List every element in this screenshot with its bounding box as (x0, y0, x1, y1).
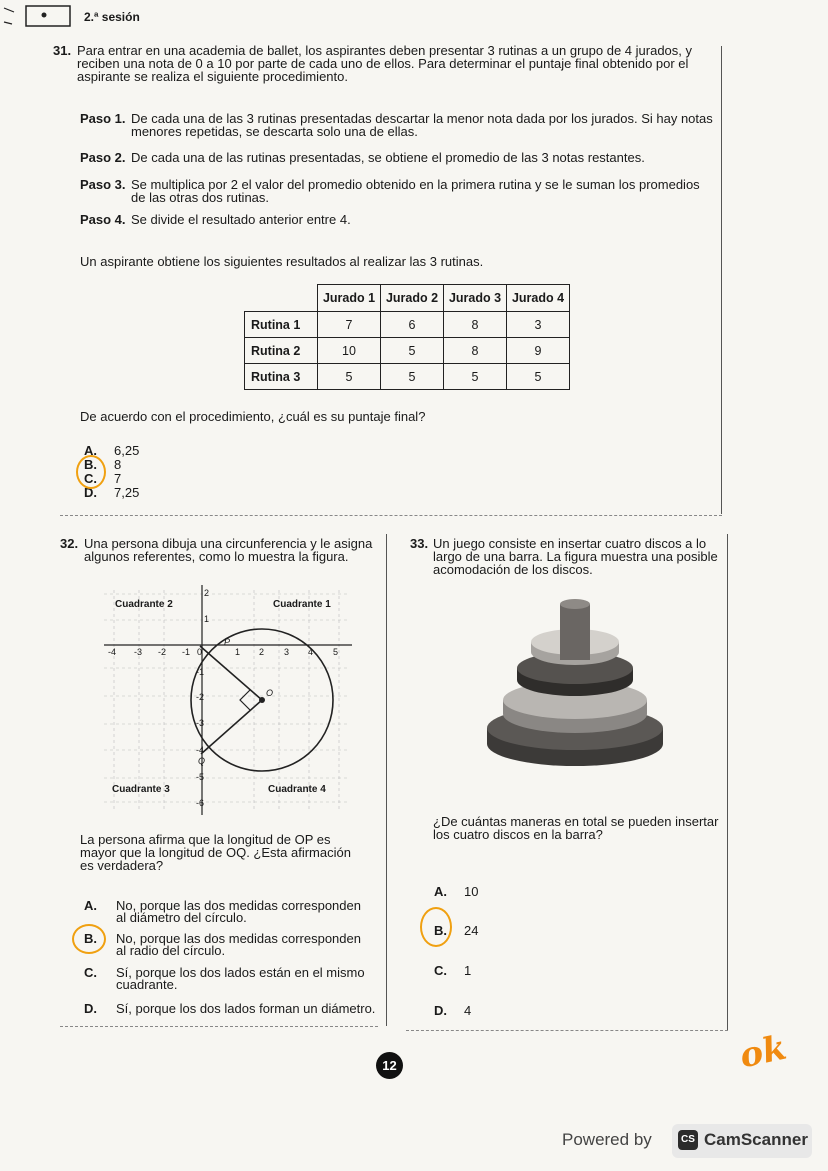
table-cell: 8 (444, 338, 507, 364)
table-cell: 3 (507, 312, 570, 338)
step2-line1: De cada una de las rutinas presentadas, se obtiene el promedio de las 3 notas restantes. (131, 150, 645, 165)
quadrant-4-label: Cuadrante 4 (268, 784, 326, 795)
step4-label: Paso 4. (80, 212, 126, 227)
q31-intro-line1: Para entrar en una academia de ballet, los aspirantes deben presentar 3 rutinas a un grupo de 4 jurados, y (77, 43, 693, 58)
table-header-row (245, 285, 570, 312)
option-text: 7 (114, 471, 122, 486)
x-tick: -3 (134, 647, 143, 657)
q32-option-b-line1: No, porque las dos medidas corresponden (116, 931, 361, 946)
step4-line1: Se divide el resultado anterior entre 4. (131, 212, 351, 227)
step1-line1: De cada una de las 3 rutinas presentadas descartar la menor nota dada por los jurados. Si hay notas (131, 111, 713, 126)
option-letter: D. (84, 485, 97, 500)
session-label: 2.ª sesión (84, 10, 140, 24)
q31-intro-line3: aspirante se realiza el siguiente procedimiento. (77, 69, 348, 84)
q31-question: De acuerdo con el procedimiento, ¿cuál es su puntaje final? (80, 409, 426, 424)
table-cell: 5 (318, 364, 381, 390)
section-separator (60, 515, 722, 516)
q31-intro-line2: reciben una nota de 0 a 10 por parte de cada uno de ellos. Para determinar el puntaje final obtenido por el (77, 56, 689, 71)
q32-option-a-line1: No, porque las dos medidas corresponden (116, 898, 361, 913)
q32-option-a-line2: al diámetro del círculo. (116, 910, 247, 925)
y-tick: -3 (196, 718, 205, 728)
q32-option-c-letter[interactable]: C. (84, 965, 97, 980)
table-cell: 5 (444, 364, 507, 390)
answer-mark-circle (72, 924, 106, 954)
quadrant-1-label: Cuadrante 1 (273, 599, 331, 610)
table-cell: 5 (507, 364, 570, 390)
table-corner-cell (245, 285, 318, 312)
q32-option-c-line1: Sí, porque los dos lados están en el mismo (116, 965, 365, 980)
table-header-jurado-3: Jurado 3 (444, 285, 507, 312)
step1-label: Paso 1. (80, 111, 126, 126)
disc-stack-figure (480, 596, 670, 776)
option-letter: B. (434, 923, 447, 938)
row-label: Rutina 1 (245, 312, 318, 338)
q32-option-d-letter[interactable]: D. (84, 1001, 97, 1016)
option-text: 6,25 (114, 443, 140, 458)
step2-label: Paso 2. (80, 150, 126, 165)
y-tick: 1 (204, 614, 210, 624)
q32-option-d-line1: Sí, porque los dos lados forman un diámetro. (116, 1001, 376, 1016)
q33-question-line1: ¿De cuántas maneras en total se pueden insertar (433, 814, 719, 829)
y-tick: -5 (196, 772, 205, 782)
q32-option-b-line2: al radio del círculo. (116, 943, 226, 958)
q33-bottom-rule (406, 1030, 728, 1031)
option-text: 7,25 (114, 485, 140, 500)
camscanner-logo-icon: CS (678, 1130, 698, 1150)
q32-question-line2: mayor que la longitud de OQ. ¿Esta afirmación (80, 845, 351, 860)
page-number-badge: 12 (376, 1052, 403, 1079)
q33-question-line2: los cuatro discos en la barra? (433, 827, 603, 842)
q33-number: 33. (410, 536, 429, 551)
point-o-label: O (266, 688, 274, 698)
x-tick: -4 (108, 647, 117, 657)
step1-line2: menores repetidas, se descarta solo una de ellas. (131, 124, 418, 139)
x-tick: 2 (259, 647, 265, 657)
q32-intro-line2: algunos referentes, como lo muestra la figura. (84, 549, 349, 564)
option-text: 10 (464, 884, 479, 899)
q32-option-c-line2: cuadrante. (116, 977, 178, 992)
y-tick: -4 (196, 745, 205, 755)
q32-bottom-rule (60, 1026, 378, 1027)
option-letter: C. (84, 471, 97, 486)
y-tick: 2 (204, 588, 210, 598)
x-tick: -2 (158, 647, 167, 657)
table-cell: 6 (381, 312, 444, 338)
x-tick: 0 (197, 647, 203, 657)
camscanner-brand: CamScanner (704, 1130, 808, 1149)
table-row (245, 364, 570, 390)
x-tick: 1 (235, 647, 241, 657)
q32-option-b-letter[interactable]: B. (84, 931, 97, 946)
table-cell: 7 (318, 312, 381, 338)
y-tick: -1 (196, 667, 205, 677)
q31-right-border (721, 46, 722, 514)
q33-intro-line2: largo de una barra. La figura muestra una posible (433, 549, 718, 564)
y-tick: -2 (196, 692, 205, 702)
table-cell: 8 (444, 312, 507, 338)
q33-option-c[interactable] (434, 964, 471, 977)
option-letter: C. (434, 963, 447, 978)
table-cell: 10 (318, 338, 381, 364)
q32-option-a-letter[interactable]: A. (84, 898, 97, 913)
q32-question-line1: La persona afirma que la longitud de OP es (80, 832, 331, 847)
option-letter: A. (434, 884, 447, 899)
table-cell: 5 (381, 364, 444, 390)
corner-scissors-graphic (0, 0, 80, 40)
q32-number: 32. (60, 536, 79, 551)
powered-by-text: Powered by (562, 1130, 652, 1149)
x-tick: 5 (333, 647, 339, 657)
q33-option-a[interactable] (434, 885, 478, 898)
option-text: 24 (464, 923, 479, 938)
quadrant-3-label: Cuadrante 3 (112, 784, 170, 795)
column-divider (386, 534, 387, 1026)
row-label: Rutina 3 (245, 364, 318, 390)
table-header-jurado-2: Jurado 2 (381, 285, 444, 312)
point-p-label: P (224, 637, 231, 647)
table-cell: 9 (507, 338, 570, 364)
q33-intro-line1: Un juego consiste en insertar cuatro discos a lo (433, 536, 707, 551)
q33-right-border (727, 534, 728, 1030)
option-letter: D. (434, 1003, 447, 1018)
step3-label: Paso 3. (80, 177, 126, 192)
handwritten-ok: ok (736, 1027, 790, 1077)
q32-intro-line1: Una persona dibuja una circunferencia y le asigna (84, 536, 373, 551)
table-cell: 5 (381, 338, 444, 364)
option-text: 1 (464, 963, 472, 978)
step3-line1: Se multiplica por 2 el valor del promedio obtenido en la primera rutina y se le suman los promedios (131, 177, 700, 192)
q33-intro-line3: acomodación de los discos. (433, 562, 593, 577)
option-letter: B. (84, 457, 97, 472)
x-tick: 3 (284, 647, 290, 657)
table-row (245, 338, 570, 364)
y-tick: -6 (196, 798, 205, 808)
q31-number: 31. (53, 43, 72, 58)
row-label: Rutina 2 (245, 338, 318, 364)
answer-mark-circle (420, 907, 452, 947)
table-header-jurado-1: Jurado 1 (318, 285, 381, 312)
option-letter: A. (84, 443, 97, 458)
option-text: 4 (464, 1003, 472, 1018)
option-text: 8 (114, 457, 122, 472)
q33-option-d[interactable] (434, 1004, 471, 1017)
x-tick: 4 (308, 647, 314, 657)
q32-question-line3: es verdadera? (80, 858, 164, 873)
table-row (245, 312, 570, 338)
step3-line2: de las otras dos rutinas. (131, 190, 270, 205)
point-q-label: Q (198, 756, 206, 766)
x-tick: -1 (182, 647, 191, 657)
table-intro: Un aspirante obtiene los siguientes resultados al realizar las 3 rutinas. (80, 254, 484, 269)
table-header-jurado-4: Jurado 4 (507, 285, 570, 312)
results-table (244, 284, 570, 390)
quadrant-2-label: Cuadrante 2 (115, 599, 173, 610)
answer-mark-circle (76, 455, 106, 489)
